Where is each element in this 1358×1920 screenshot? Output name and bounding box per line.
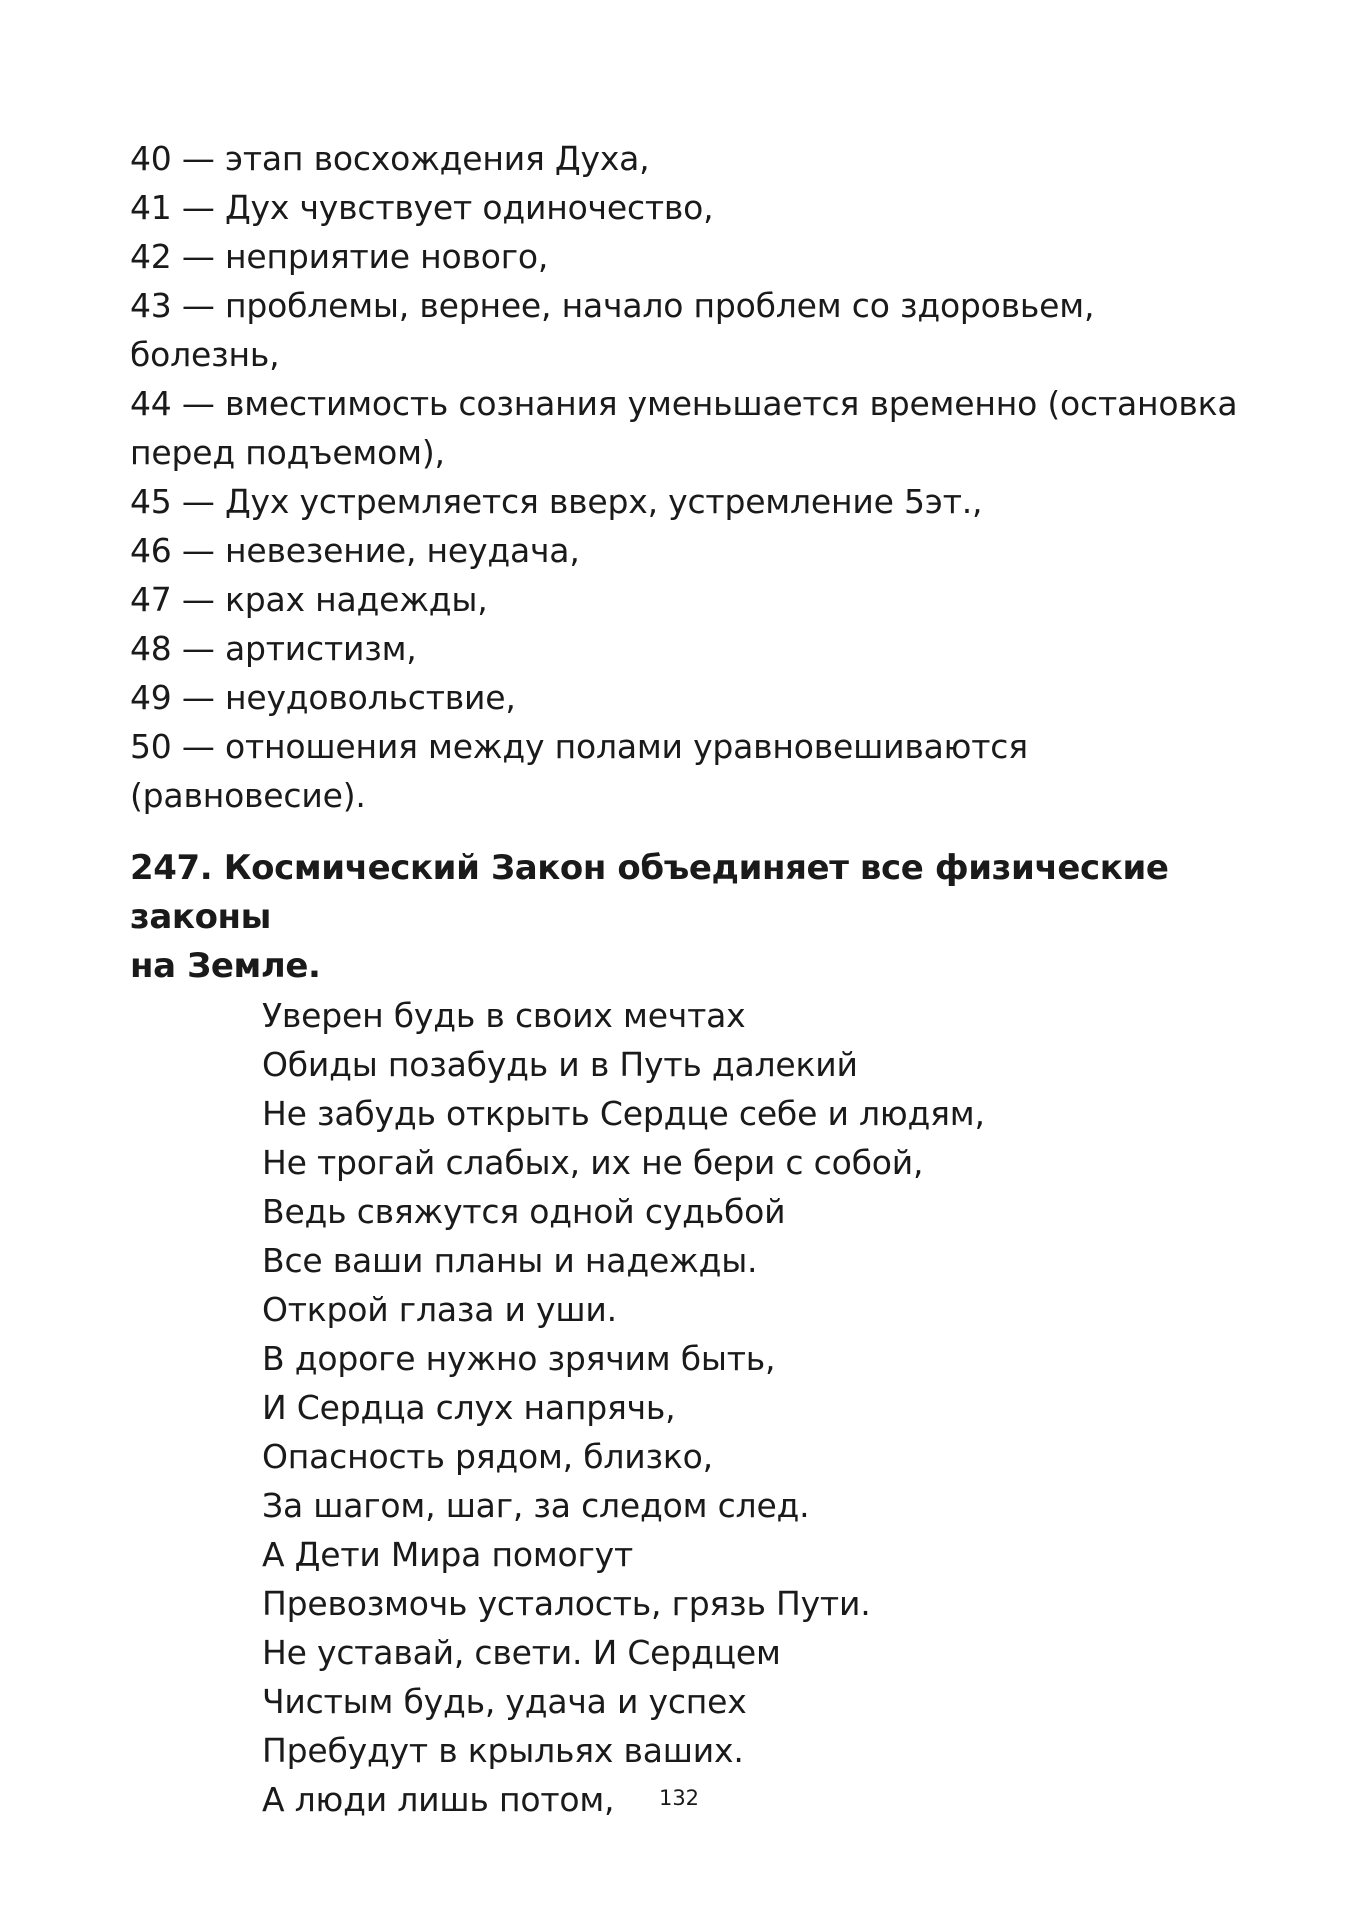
list-line: 40 — этап восхождения Духа, <box>130 139 650 178</box>
poem-line: Пребудут в крыльях ваших. <box>262 1731 744 1770</box>
poem-line: И Сердца слух напрячь, <box>262 1388 676 1427</box>
poem-line: В дороге нужно зрячим быть, <box>262 1339 776 1378</box>
section-heading-line: 247. Космический Закон объединяет все физические законы <box>130 848 1169 937</box>
section-heading <box>130 844 1260 991</box>
list-line: 48 — артистизм, <box>130 629 417 668</box>
poem-line: А люди лишь потом, <box>262 1780 615 1819</box>
numbered-list <box>130 134 1260 820</box>
poem-line: Не уставай, свети. И Сердцем <box>262 1633 781 1672</box>
list-line: 46 — невезение, неудача, <box>130 531 580 570</box>
list-line: 41 — Дух чувствует одиночество, <box>130 188 714 227</box>
list-line: перед подъемом), <box>130 433 445 472</box>
poem-line: Не трогай слабых, их не бери с собой, <box>262 1143 924 1182</box>
list-line: 47 — крах надежды, <box>130 580 488 619</box>
poem-line: Ведь свяжутся одной судьбой <box>262 1192 786 1231</box>
section-heading-line: на Земле. <box>130 946 321 986</box>
poem-line: За шагом, шаг, за следом след. <box>262 1486 810 1525</box>
poem-line: Чистым будь, удача и успех <box>262 1682 747 1721</box>
list-line: болезнь, <box>130 335 280 374</box>
list-line: (равновесие). <box>130 776 366 815</box>
list-line: 42 — неприятие нового, <box>130 237 549 276</box>
poem <box>262 991 1260 1824</box>
poem-line: А Дети Мира помогут <box>262 1535 634 1574</box>
list-line: 43 — проблемы, вернее, начало проблем со здоровьем, <box>130 286 1095 325</box>
list-line: 49 — неудовольствие, <box>130 678 516 717</box>
list-line: 50 — отношения между полами уравновешиваются <box>130 727 1028 766</box>
page-body <box>130 134 1260 1824</box>
poem-line: Опасность рядом, близко, <box>262 1437 713 1476</box>
page-number: 132 <box>658 1786 700 1810</box>
poem-line: Превозмочь усталость, грязь Пути. <box>262 1584 871 1623</box>
list-line: 45 — Дух устремляется вверх, устремление 5эт., <box>130 482 983 521</box>
poem-line: Уверен будь в своих мечтах <box>262 996 746 1035</box>
list-line: 44 — вместимость сознания уменьшается временно (остановка <box>130 384 1238 423</box>
poem-line: Не забудь открыть Сердце себе и людям, <box>262 1094 985 1133</box>
poem-line: Открой глаза и уши. <box>262 1290 617 1329</box>
poem-line: Все ваши планы и надежды. <box>262 1241 758 1280</box>
poem-line: Обиды позабудь и в Путь далекий <box>262 1045 858 1084</box>
